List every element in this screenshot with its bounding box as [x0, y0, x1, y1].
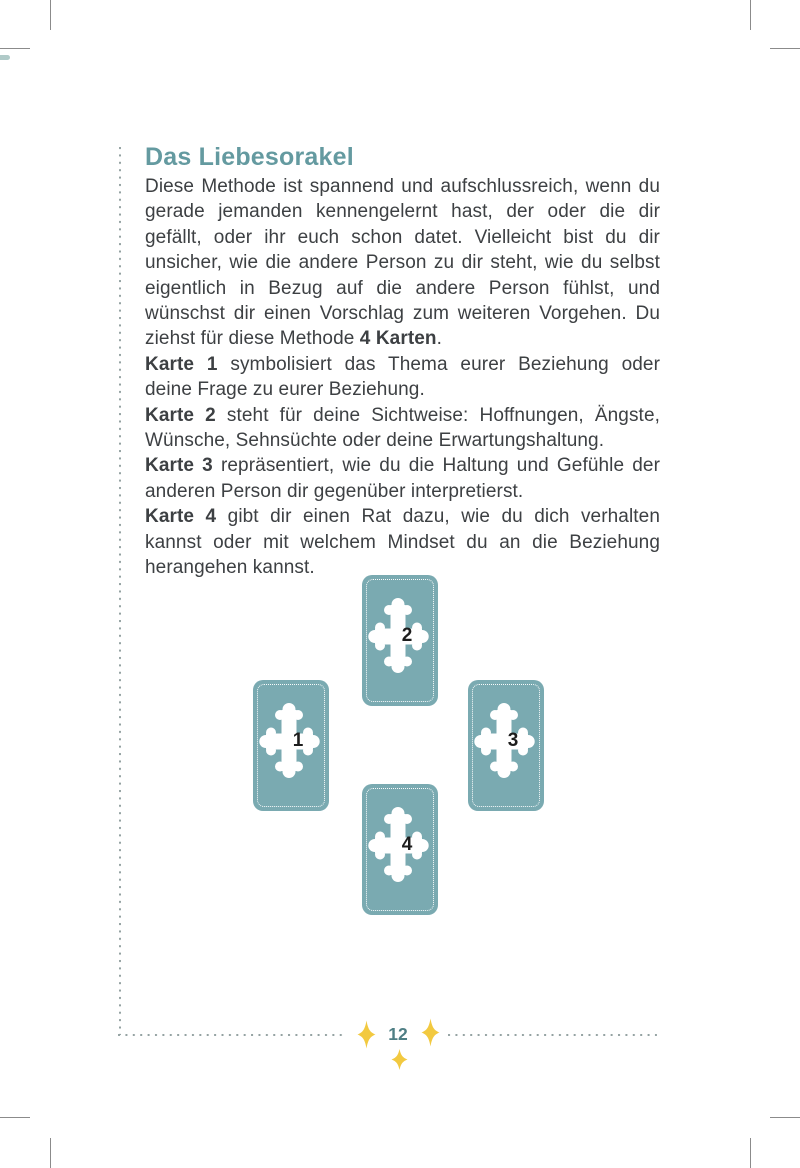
- karte-4-label: Karte 4: [145, 506, 217, 528]
- karte-2-label: Karte 2: [145, 404, 216, 426]
- karte-3-paragraph: [145, 453, 660, 504]
- crop-mark-top-left-horizontal: [0, 48, 30, 49]
- sparkle-star-icon: [356, 1020, 377, 1049]
- crop-mark-top-right-horizontal: [770, 48, 800, 49]
- tarot-card-3: [468, 680, 544, 811]
- karte-3-label: Karte 3: [145, 455, 213, 477]
- page-number: 12: [388, 1024, 408, 1044]
- page-edge-mark: [0, 55, 10, 60]
- card-number: 2: [401, 625, 413, 646]
- karte-2-paragraph: [145, 403, 660, 454]
- karte-4-text: gibt dir einen Rat dazu, wie du dich verhalten kannst oder mit welchem Mindset du an die Beziehung herangehen kannst.: [145, 506, 661, 579]
- page-title: Das Liebesorakel: [145, 143, 354, 171]
- card-number: 3: [507, 730, 519, 751]
- card-number: 4: [401, 834, 413, 855]
- crop-mark-bottom-right-horizontal: [770, 1117, 800, 1118]
- crop-mark-bottom-left-horizontal: [0, 1117, 30, 1118]
- sparkle-star-icon: [420, 1018, 441, 1047]
- body-copy: [145, 174, 660, 581]
- crop-mark-top-left-vertical: [50, 0, 51, 30]
- card-number: 1: [292, 730, 304, 751]
- sparkle-star-icon: [391, 1049, 408, 1070]
- tarot-card-4: [362, 784, 438, 915]
- karte-2-text: steht für deine Sichtweise: Hoffnungen, Ängste, Wünsche, Sehnsüchte oder deine Erwartungshaltung.: [145, 404, 660, 452]
- karte-4-paragraph: [145, 504, 660, 580]
- intro-bold-text: 4 Karten: [359, 328, 437, 350]
- karte-1-label: Karte 1: [145, 353, 218, 375]
- tarot-card-2: [362, 575, 438, 706]
- crop-mark-bottom-right-vertical: [750, 1138, 751, 1168]
- karte-1-text: symbolisiert das Thema eurer Beziehung oder deine Frage zu eurer Beziehung.: [145, 353, 660, 401]
- dotted-border-left: [119, 147, 121, 1035]
- tarot-card-1: [253, 680, 329, 811]
- karte-3-text: repräsentiert, wie du die Haltung und Gefühle der anderen Person dir gegenüber interpretierst.: [145, 455, 661, 502]
- dotted-border-bottom-right-segment: [448, 1034, 657, 1036]
- crop-mark-bottom-left-vertical: [50, 1138, 51, 1168]
- crop-mark-top-right-vertical: [750, 0, 751, 30]
- intro-paragraph: [145, 174, 660, 352]
- dotted-border-bottom-left-segment: [118, 1034, 346, 1036]
- intro-text-end: .: [436, 328, 443, 350]
- karte-1-paragraph: [145, 352, 660, 403]
- intro-text: Diese Methode ist spannend und aufschlussreich, wenn du gerade jemanden kennengelernt hast, der oder die dir gefällt, oder ihr euch schon datet. Vielleicht bist du dir unsicher, wie die andere Person zu dir steht, wie du selbst eigentlich in Bezug auf die andere Person fühlst, und wünschst dir einen Vorschlag zum weiteren Vorgehen. Du ziehst für diese Methode: [145, 176, 660, 350]
